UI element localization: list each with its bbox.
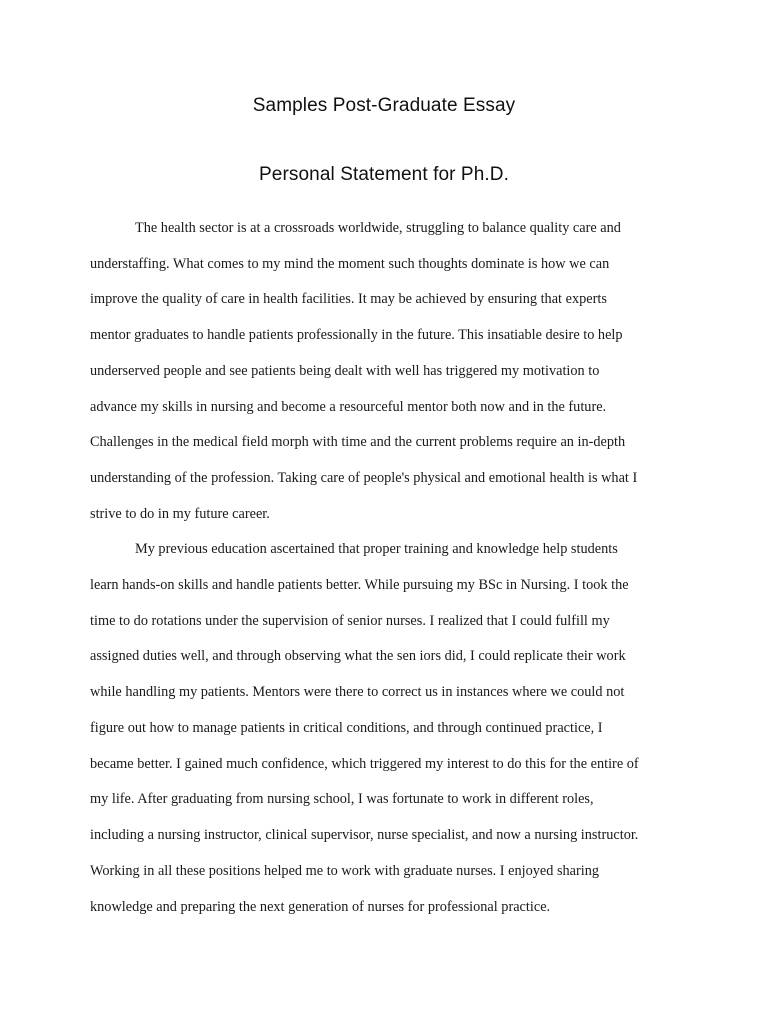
paragraph-line: knowledge and preparing the next generation of nurses for professional practice. [90, 899, 551, 915]
paragraph-line: assigned duties well, and through observing what the sen iors did, I could replicate their work [90, 648, 626, 664]
paragraph-line: strive to do in my future career. [90, 506, 270, 522]
paragraph-line: became better. I gained much confidence, which triggered my interest to do this for the entire of [90, 756, 639, 772]
paragraph-line: including a nursing instructor, clinical supervisor, nurse specialist, and now a nursing instructor. [90, 827, 639, 843]
paragraph-line: understaffing. What comes to my mind the moment such thoughts dominate is how we can [90, 256, 610, 272]
paragraph-line: my life. After graduating from nursing school, I was fortunate to work in different roles, [90, 791, 594, 807]
paragraph-line: advance my skills in nursing and become a resourceful mentor both now and in the future. [90, 399, 607, 415]
paragraph-line: My previous education ascertained that proper training and knowledge help students [135, 541, 618, 557]
paragraph-line: underserved people and see patients being dealt with well has triggered my motivation to [90, 363, 600, 379]
paragraph-line: Challenges in the medical field morph with time and the current problems require an in-depth [90, 434, 626, 450]
paragraph-line: The health sector is at a crossroads worldwide, struggling to balance quality care and [135, 220, 621, 236]
paragraph-line: time to do rotations under the supervision of senior nurses. I realized that I could fulfill my [90, 613, 610, 629]
paragraph-line: mentor graduates to handle patients professionally in the future. This insatiable desire to help [90, 327, 623, 343]
paragraph-line: improve the quality of care in health facilities. It may be achieved by ensuring that experts [90, 291, 607, 307]
paragraph-line: understanding of the profession. Taking care of people's physical and emotional health is what I [90, 470, 638, 486]
paragraph-line: while handling my patients. Mentors were there to correct us in instances where we could not [90, 684, 625, 700]
paragraph-line: learn hands-on skills and handle patients better. While pursuing my BSc in Nursing. I took the [90, 577, 629, 593]
document-title: Samples Post-Graduate Essay [252, 95, 516, 116]
document-subtitle: Personal Statement for Ph.D. [259, 164, 509, 185]
paragraph-line: Working in all these positions helped me to work with graduate nurses. I enjoyed sharing [90, 863, 600, 879]
paragraph-line: figure out how to manage patients in critical conditions, and through continued practice, I [90, 720, 603, 736]
